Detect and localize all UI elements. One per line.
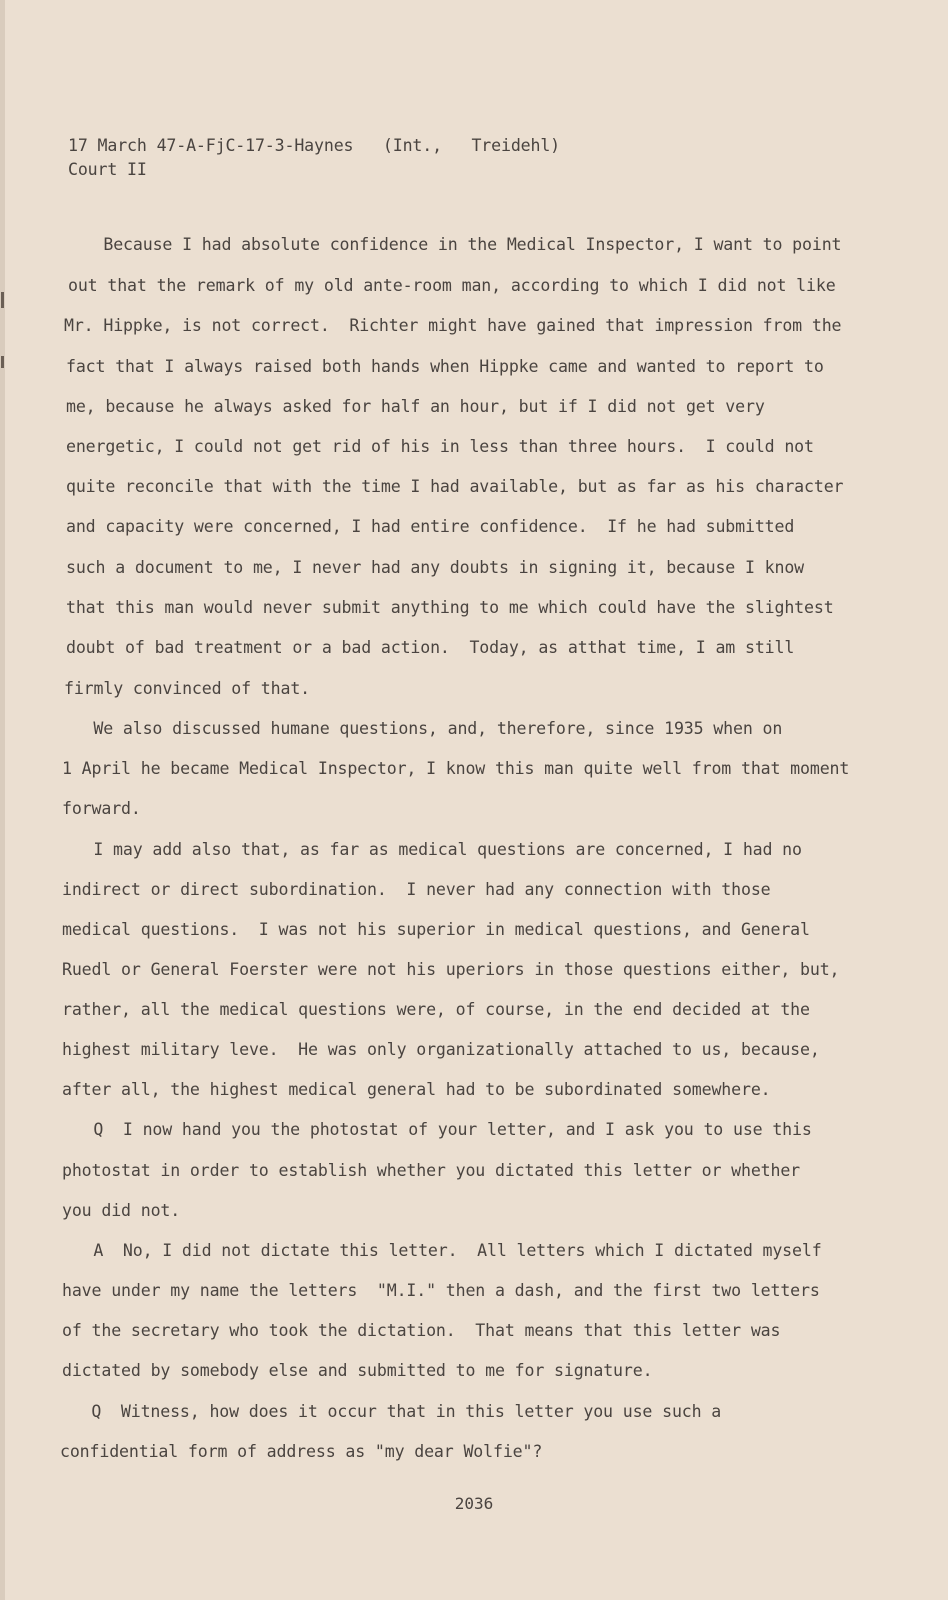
body-line: me, because he always asked for half an hour, but if I did not get very	[66, 397, 765, 416]
body-line: Q I now hand you the photostat of your letter, and I ask you to use this	[54, 1120, 812, 1139]
body-line: doubt of bad treatment or a bad action. Today, as atthat time, I am still	[66, 638, 795, 657]
body-line: out that the remark of my old ante-room man, according to which I did not like	[68, 276, 836, 295]
body-line: A No, I did not dictate this letter. All letters which I dictated myself	[54, 1241, 822, 1260]
body-line: Q Witness, how does it occur that in this letter you use such a	[52, 1402, 722, 1421]
body-line: rather, all the medical questions were, of course, in the end decided at the	[62, 1000, 810, 1019]
body-line: Mr. Hippke, is not correct. Richter might have gained that impression from the	[64, 316, 842, 335]
body-line: fact that I always raised both hands when Hippke came and wanted to report to	[66, 357, 824, 376]
body-line: dictated by somebody else and submitted to me for signature.	[62, 1361, 653, 1380]
page-number: 2036	[454, 1494, 494, 1513]
body-line: forward.	[62, 799, 141, 818]
body-line: I may add also that, as far as medical questions are concerned, I had no	[54, 840, 802, 859]
body-line: We also discussed humane questions, and, therefore, since 1935 when on	[54, 719, 783, 738]
body-line: photostat in order to establish whether you dictated this letter or whether	[62, 1161, 801, 1180]
body-line: Because I had absolute confidence in the Medical Inspector, I want to point	[64, 235, 842, 254]
body-line: Ruedl or General Foerster were not his uperiors in those questions either, but,	[62, 960, 840, 979]
body-line: energetic, I could not get rid of his in less than three hours. I could not	[66, 437, 814, 456]
body-line: firmly convinced of that.	[64, 679, 311, 698]
header-date-reference: 17 March 47-A-FjC-17-3-Haynes (Int., Treidehl)	[68, 136, 561, 155]
body-line: of the secretary who took the dictation. That means that this letter was	[62, 1321, 781, 1340]
body-line: indirect or direct subordination. I never had any connection with those	[62, 880, 771, 899]
body-line: such a document to me, I never had any doubts in signing it, because I know	[66, 558, 805, 577]
body-line: after all, the highest medical general had to be subordinated somewhere.	[62, 1080, 771, 1099]
header-court: Court II	[68, 160, 147, 179]
body-line: you did not.	[62, 1201, 181, 1220]
body-line: have under my name the letters "M.I." then a dash, and the first two letters	[62, 1281, 820, 1300]
body-line: confidential form of address as "my dear Wolfie"?	[60, 1442, 543, 1461]
body-line: that this man would never submit anything to me which could have the slightest	[66, 598, 834, 617]
body-line: and capacity were concerned, I had entire confidence. If he had submitted	[66, 517, 795, 536]
body-line: 1 April he became Medical Inspector, I know this man quite well from that moment	[62, 759, 850, 778]
body-line: quite reconcile that with the time I had available, but as far as his character	[66, 477, 844, 496]
body-line: medical questions. I was not his superior in medical questions, and General	[62, 920, 810, 939]
body-line: highest military leve. He was only organizationally attached to us, because,	[62, 1040, 820, 1059]
